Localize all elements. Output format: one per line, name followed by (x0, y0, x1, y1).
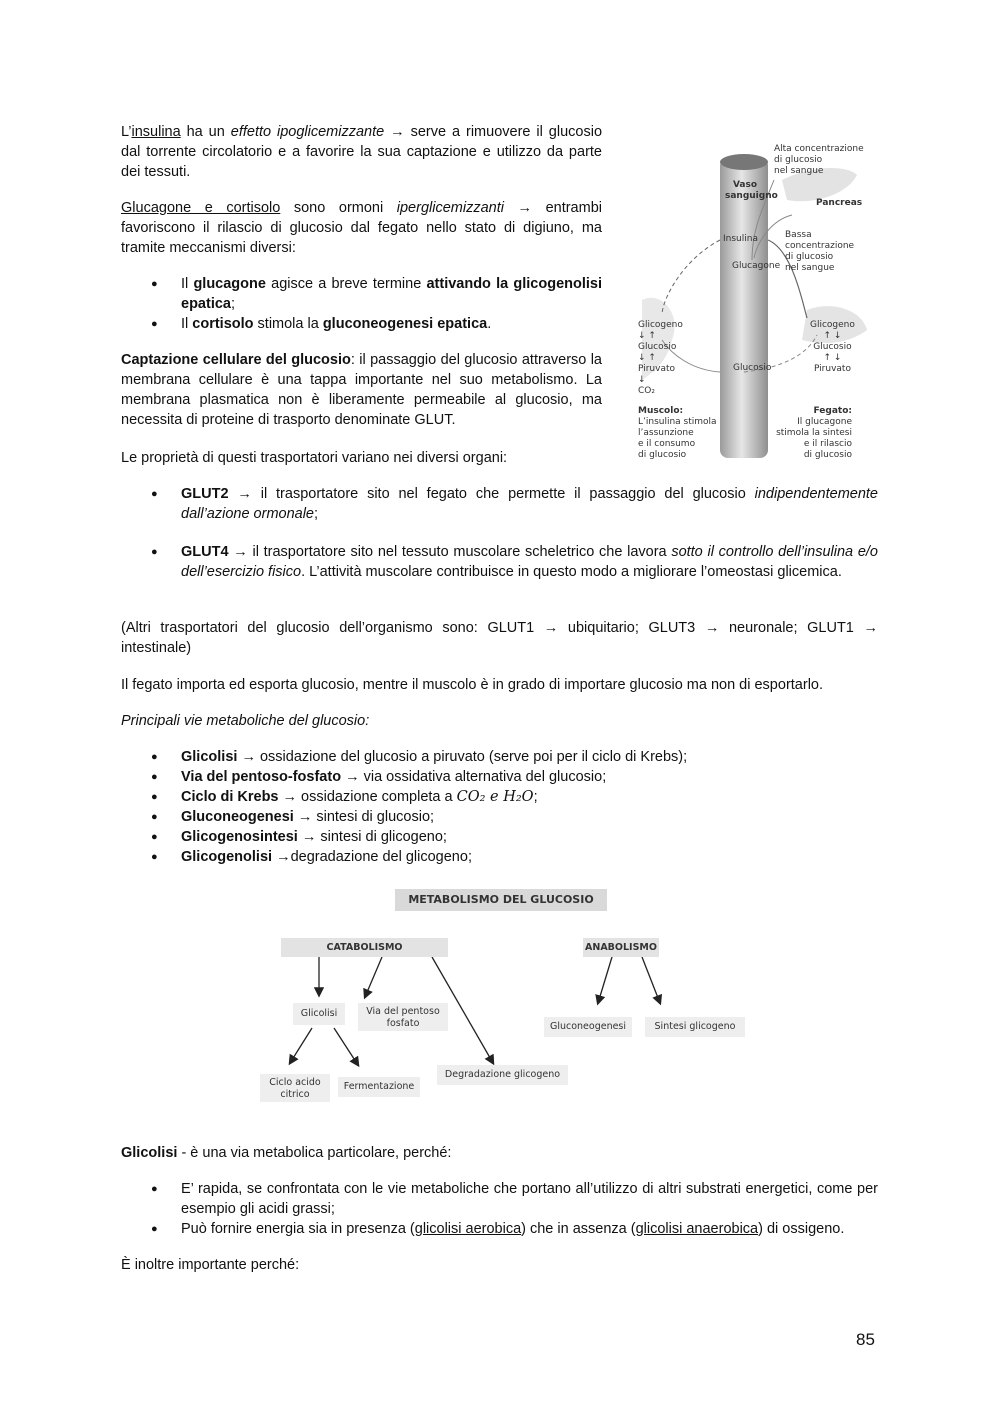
catabolismo-box: CATABOLISMO (281, 938, 448, 957)
list-item: ● E’ rapida, se confrontata con le vie metaboliche che portano all’utilizzo di altri substrati energetici, come per esempio gli acidi grassi; (121, 1179, 878, 1219)
anabolismo-box: ANABOLISMO (583, 938, 659, 957)
list-item: ● GLUT2 → il trasportatore sito nel fegato che permette il passaggio del glucosio indipendentemente dall’azione ormonale; (121, 484, 878, 524)
muscolo-pathway: Glicogeno ↓ ↑ Glucosio ↓ ↑ Piruvato ↓ CO₂ (638, 320, 683, 396)
insulina-paragraph: L’insulina ha un effetto ipoglicemizzante → serve a rimuovere il glucosio dal torrente circolatorio e a favorire la sua captazione e utilizzo da parte dei tessuti. (121, 124, 603, 180)
fermentazione-box: Fermentazione (338, 1077, 420, 1097)
fegato-paragraph: Il fegato importa ed esporta glucosio, mentre il muscolo è in grado di importare glucosio ma non di esportarlo. (121, 677, 824, 693)
ciclo-box: Ciclo acido citrico (260, 1074, 330, 1102)
glut-list (121, 484, 878, 582)
glucagone-label: Glucagone (732, 261, 781, 271)
list-item: ● Glicogenolisi →degradazione del glicogeno; (121, 847, 878, 867)
metabolism-diagram (250, 885, 760, 1110)
inoltre-paragraph: È inoltre importante perché: (121, 1257, 300, 1273)
list-item: ● Il cortisolo stimola la gluconeogenesi epatica. (121, 314, 602, 334)
bassa-label: Bassa concentrazione di glucosio nel sangue (785, 230, 855, 273)
insulina-term: insulina (131, 124, 181, 140)
degradazione-box: Degradazione glicogeno (437, 1065, 568, 1085)
list-item: ● Ciclo di Krebs → ossidazione completa a CO₂ e H₂O; (121, 787, 878, 807)
list-item: ● Il glucagone agisce a breve termine attivando la glicogenolisi epatica; (121, 274, 602, 314)
fegato-caption: Fegato: Il glucagone stimola la sintesi e il rilascio di glucosio (776, 406, 852, 460)
gluconeogenesi-box: Gluconeogenesi (544, 1017, 632, 1037)
center-glucosio-label: Glucosio (733, 363, 772, 373)
diagram-title: METABOLISMO DEL GLUCOSIO (395, 889, 607, 911)
glucagone-paragraph: Glucagone e cortisolo sono ormoni iperglicemizzanti → entrambi favoriscono il rilascio di glucosio dal fegato nello stato di digiuno, ma tramite meccanismi diversi: (121, 200, 602, 256)
glucose-regulation-figure (632, 140, 872, 465)
vie-list (121, 747, 878, 867)
muscolo-caption: Muscolo: L’insulina stimola l’assunzione e il consumo di glucosio (638, 406, 717, 460)
pentoso-box: Via del pentoso fosfato (358, 1003, 448, 1031)
alta-label: Alta concentrazione di glucosio nel sangue (774, 144, 864, 176)
list-item: ● Glicolisi → ossidazione del glucosio a piruvato (serve poi per il ciclo di Krebs); (121, 747, 878, 767)
list-item: ● Via del pentoso-fosfato → via ossidativa alternativa del glucosio; (121, 767, 878, 787)
hormone-list (121, 274, 602, 334)
insulina-label: Insulina (723, 234, 758, 244)
list-item: ● Può fornire energia sia in presenza (glicolisi aerobica) che in assenza (glicolisi anaerobica) di ossigeno. (121, 1219, 878, 1239)
captazione-paragraph: Captazione cellulare del glucosio: il passaggio del glucosio attraverso la membrana cellulare è una tappa importante nel suo metabolismo. La membrana plasmatica non è liberamente permeabile al glucosio, ma necessita di proteine di trasporto denominate GLUT. (121, 352, 602, 428)
altri-paragraph: (Altri trasportatori del glucosio dell’organismo sono: GLUT1 → ubiquitario; GLUT3 → neuronale; GLUT1 → intestinale) (121, 620, 878, 656)
proprieta-paragraph: Le proprietà di questi trasportatori variano nei diversi organi: (121, 450, 508, 466)
principali-heading: Principali vie metaboliche del glucosio: (121, 713, 370, 729)
vaso-label: Vaso sanguigno (725, 180, 778, 201)
glicolisi-box: Glicolisi (293, 1003, 345, 1025)
glicolisi-list (121, 1179, 878, 1239)
fegato-pathway: Glicogeno ↑ ↓ Glucosio ↑ ↓ Piruvato (810, 320, 855, 374)
list-item: ● Gluconeogenesi → sintesi di glucosio; (121, 807, 878, 827)
glicolisi-heading: Glicolisi - è una via metabolica particolare, perché: (121, 1145, 452, 1161)
list-item: ● GLUT4 → il trasportatore sito nel tessuto muscolare scheletrico che lavora sotto il controllo dell’insulina e/o dell’esercizio fisico. L’attività muscolare contribuisce in questo modo a migliorare l’omeostasi glicemica. (121, 542, 878, 582)
pancreas-label: Pancreas (816, 198, 863, 208)
sintesi-box: Sintesi glicogeno (645, 1017, 745, 1037)
page-number: 85 (856, 1330, 875, 1349)
list-item: ● Glicogenosintesi → sintesi di glicogeno; (121, 827, 878, 847)
